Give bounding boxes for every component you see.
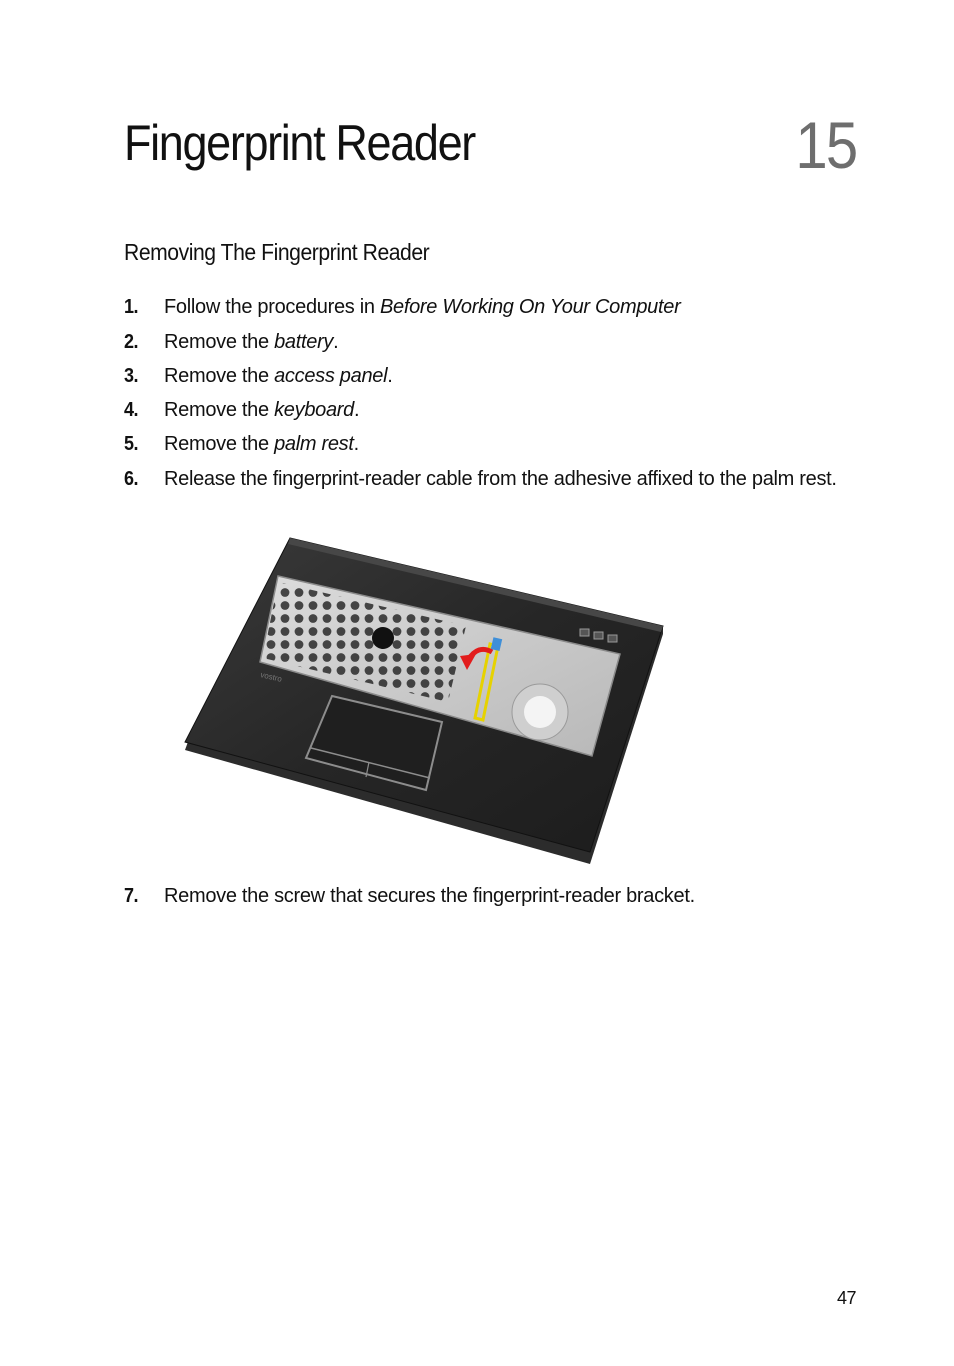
palm-rest-figure <box>180 534 670 868</box>
chapter-title: Fingerprint Reader <box>124 115 475 171</box>
step-number: 6. <box>124 468 139 490</box>
brand-logo: vostro <box>259 670 283 684</box>
step-number: 7. <box>124 885 139 907</box>
step-text: Follow the procedures in Before Working On Your Computer <box>164 296 681 318</box>
page-number: 47 <box>836 1288 856 1308</box>
link-access-panel[interactable]: access panel <box>274 365 388 387</box>
step-number: 3. <box>124 365 139 387</box>
step-text: Remove the battery. <box>164 331 339 353</box>
section-heading: Removing The Fingerprint Reader <box>124 239 430 265</box>
step-text: Remove the palm rest. <box>164 433 359 455</box>
step-number: 1. <box>124 296 139 318</box>
step-number: 5. <box>124 433 139 455</box>
link-battery[interactable]: battery <box>274 331 334 353</box>
link-keyboard[interactable]: keyboard <box>274 399 354 421</box>
palm-rest-illustration <box>180 534 670 868</box>
step-text: Release the fingerprint-reader cable from the adhesive affixed to the palm rest. <box>164 468 837 490</box>
chapter-number: 15 <box>794 108 856 182</box>
step-text: Remove the keyboard. <box>164 399 360 421</box>
step-number: 4. <box>124 399 139 421</box>
step-text: Remove the screw that secures the fingerprint-reader bracket. <box>164 885 695 907</box>
step-text: Remove the access panel. <box>164 365 393 387</box>
step-number: 2. <box>124 331 139 353</box>
link-before-working[interactable]: Before Working On Your Computer <box>379 296 681 318</box>
link-palm-rest[interactable]: palm rest <box>274 433 354 455</box>
